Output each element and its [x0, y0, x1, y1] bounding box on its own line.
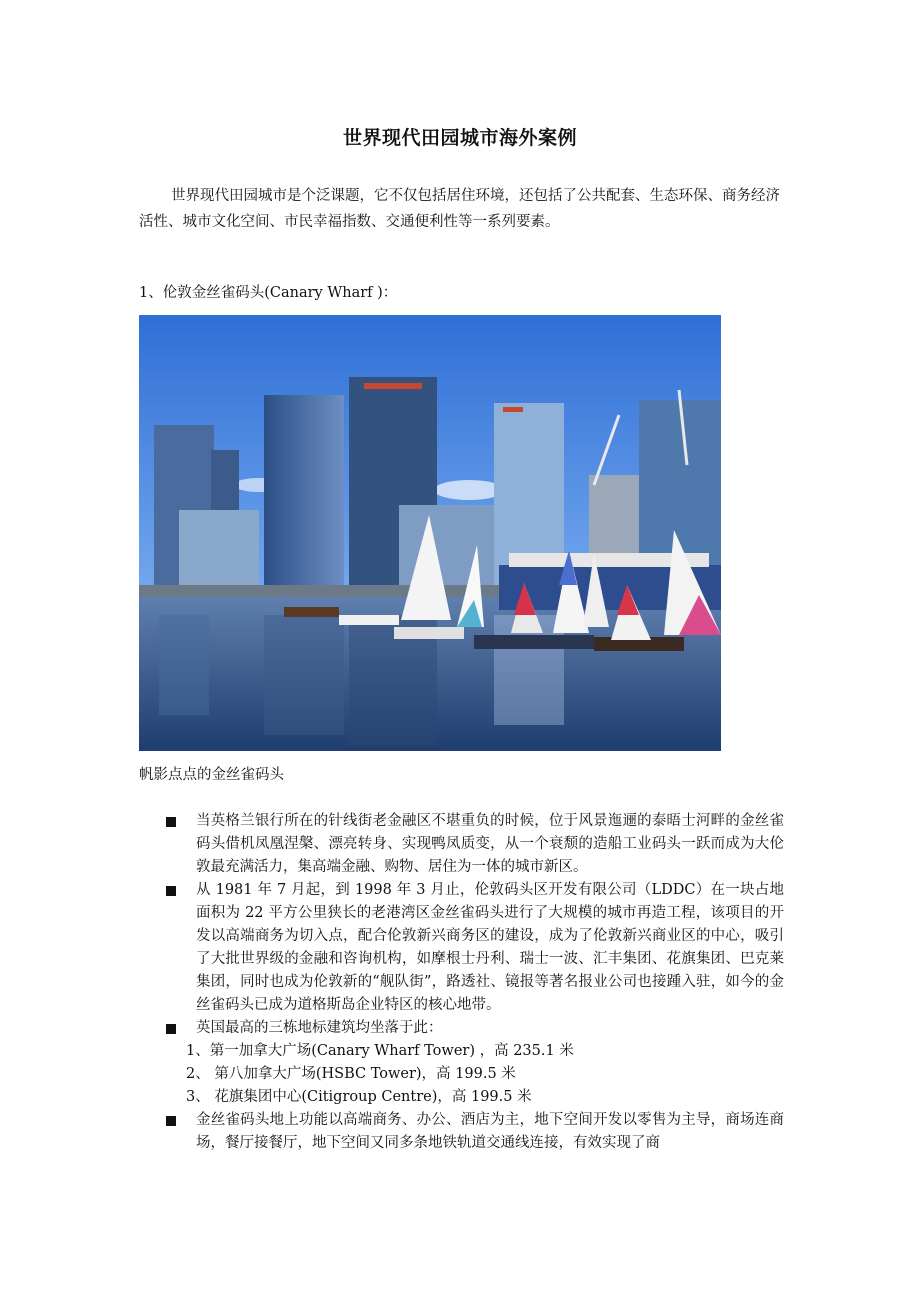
- list-item: [164, 879, 784, 1017]
- canary-wharf-photo: [139, 315, 721, 751]
- list-item: [164, 1017, 784, 1040]
- list-item: [164, 810, 784, 879]
- bullet-text: 英国最高的三栋地标建筑均坐落于此：: [196, 1020, 443, 1036]
- document-title: 世界现代田园城市海外案例: [342, 127, 577, 149]
- square-bullet-icon: [166, 1116, 176, 1126]
- bullet-text: 从 1981 年 7 月起，到 1998 年 3 月止，伦敦码头区开发有限公司（LDDC）在一块占地面积为 22 平方公里狭长的老港湾区金丝雀码头进行了大规模的城市再造工程，该项目的开发以高端商务为切入点，配合伦敦新兴商务区的建设，成为了伦敦新兴商业区的中心，吸引了大批世界级的金融和咨询机构，如摩根士丹利、瑞士一波、汇丰集团、花旗集团、巴克莱集团，同时也成为伦敦新的“舰队街”，路透社、镜报等著名报业公司也接踵入驻，如今的金丝雀码头已成为道格斯岛企业特区的核心地带。: [196, 882, 784, 1013]
- list-item: [164, 1109, 784, 1155]
- landmark-item: 2、 第八加拿大广场(HSBC Tower)，高 199.5 米: [186, 1066, 516, 1082]
- landmark-item: 3、 花旗集团中心(Citigroup Centre)，高 199.5 米: [186, 1089, 532, 1105]
- square-bullet-icon: [166, 1024, 176, 1034]
- bullet-text: 当英格兰银行所在的针线街老金融区不堪重负的时候，位于风景迤逦的泰晤士河畔的金丝雀码头借机凤凰涅槃、漂亮转身、实现鸭凤质变，从一个衰颓的造船工业码头一跃而成为大伦敦最充满活力，集高端金融、购物、居住为一体的城市新区。: [196, 813, 784, 875]
- section-heading: 1、伦敦金丝雀码头(Canary Wharf )：: [139, 285, 398, 301]
- landmark-item: 1、第一加拿大广场(Canary Wharf Tower) ，高 235.1 米: [186, 1043, 574, 1059]
- intro-paragraph: 世界现代田园城市是个泛课题，它不仅包括居住环境，还包括了公共配套、生态环保、商务经济活性、城市文化空间、市民幸福指数、交通便利性等一系列要素。: [139, 188, 780, 230]
- square-bullet-icon: [166, 886, 176, 896]
- photo-caption: 帆影点点的金丝雀码头: [139, 767, 284, 783]
- square-bullet-icon: [166, 817, 176, 827]
- bullet-list: [164, 810, 784, 1155]
- bullet-text: 金丝雀码头地上功能以高端商务、办公、酒店为主，地下空间开发以零售为主导，商场连商场，餐厅接餐厅，地下空间又同多条地铁轨道交通线连接，有效实现了商: [196, 1112, 784, 1151]
